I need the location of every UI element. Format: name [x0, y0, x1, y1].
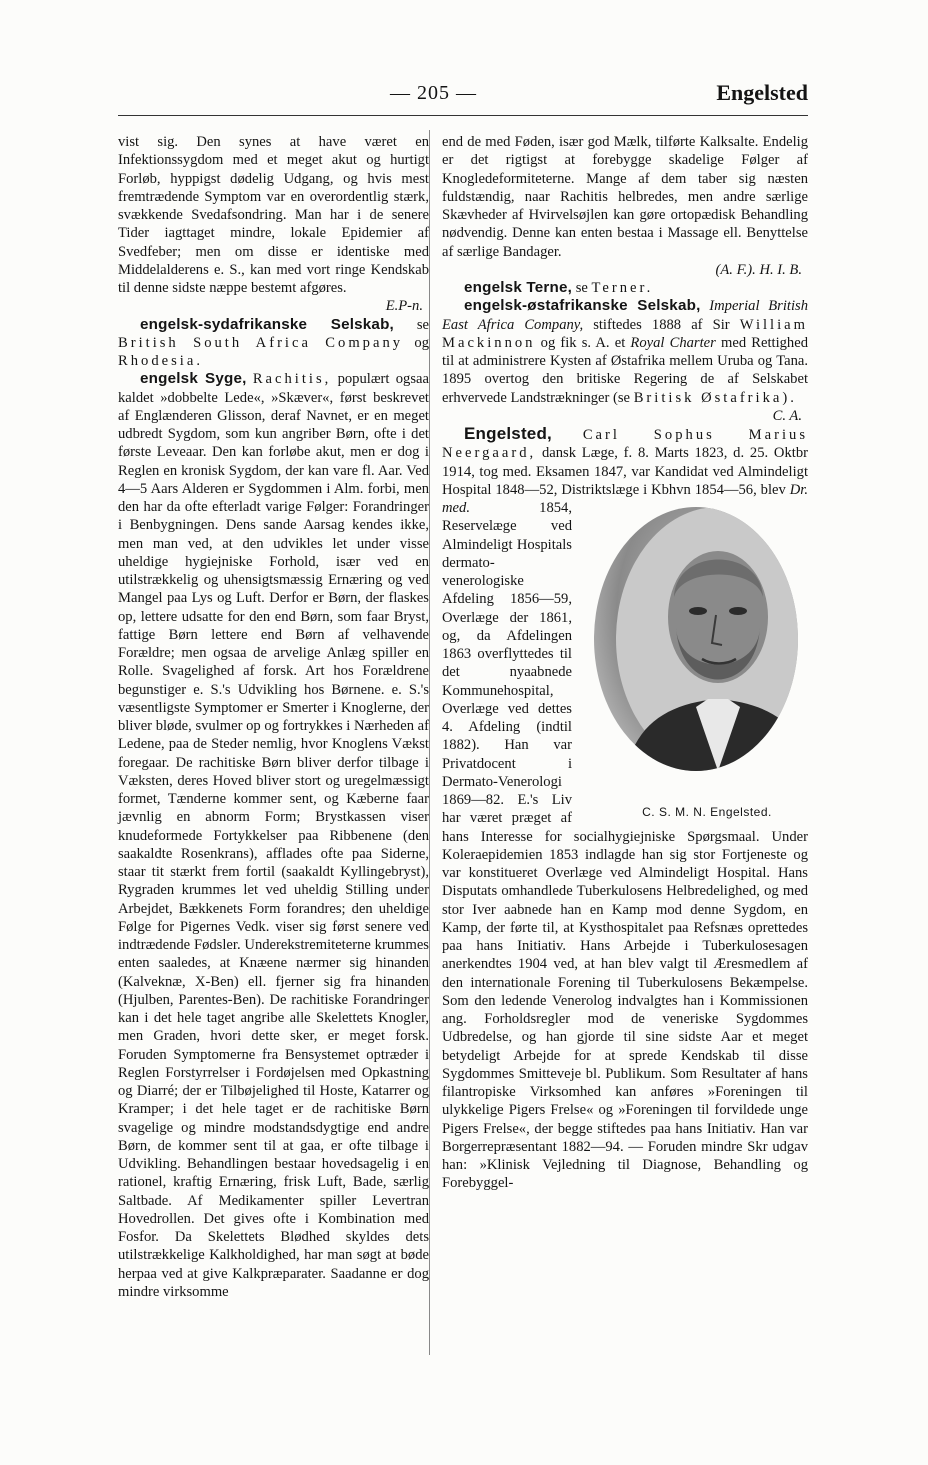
author-signature: E.P-n.: [385, 298, 423, 315]
entry-svedfeber-continuation: vist sig. Den synes at have været en Infektionssygdom med et meget akut og hurtigt Forløb, hyppigst dødelig Udgang, og hvis mest fremtrædende Symptom var en overordentlig stærk, svækkende Svedafsondring. Man har i de senere Tider iagttaget mindre, lokale Epidemier af Svedfeber; men om disse er identiske med Middelalderens e. S., kan med vort ringe Kendskab til denne sidste næppe bestemt afgøres.: [118, 134, 429, 296]
header-rule: [118, 115, 808, 116]
entry-engelsk-sydafrikanske-selskab: engelsk-sydafrikanske Selskab, se British South Africa Company og Rhodesia.: [118, 315, 429, 369]
entry-synonym: Rachitis,: [252, 371, 332, 388]
right-column: [442, 133, 808, 1193]
entry-engelsk-syge: [118, 370, 429, 1301]
page-header: [70, 80, 808, 114]
entry-fullname: Carl Sophus Marius Neergaard,: [442, 427, 808, 462]
entry-headword: engelsk-østafrikanske Selskab,: [464, 297, 701, 315]
entry-body: populært ogsaa kaldet »dobbelte Lede«, »Skæver«, først beskrevet af Englænderen Glisson, deraf Navnet, er en meget udbredt Sygdom, som kun angriber Børn, ofte i det første Leveaar. Den kan forløbe akut, men er dog i Reglen en kronisk Sygdom, der kan vare fl. Aar. Ved 4—5 Aars Alderen er Sygdommen i Alm. forbi, men den har da ofte efterladt varige Følger: Forandringer i Benbygningen. Dens sande Aarsag kendes ikke, men man ved, at den udvikles let under visse uheldige hygiejniske Forhold, især ved en utilstrækkelig og uhensigtsmæssig Ernæring og ved Mangel paa Lys og Luft. Derfor er Børn, der flaskes op, lettere udsatte for den end Børn, som faar Bryst, fattige Børn lettere end Børn af velhavende Forældre; men ogsaa de arvelige Anlæg spiller en Rolle. Svagelighed af forsk. Art hos Forældrene begunstiger e. S.'s Udvikling hos Børnene. e. S.'s væsentligste Symptomer er Smerter i Knoglerne, der bliver bløde, svulmer op og fortrykkes i Nærheden af Ledene, paa de Steder nemlig, hvor Knoglens Vækst foregaar. De rachitiske Børn bliver derfor tilbage i Væksten, deres Hoved bliver stort og uregelmæssigt formet, Tænderne kommer sent, og Kæberne faar jævnlig en abnorm Form; Brystkassen viser knudeformede Fortykkelser paa Ribbenene (den saakaldte Rosenkrans), afflades ofte paa Siderne, staar tit stærkt frem fortil (saakaldt Kyllingebryst), Rygraden krummes let ved uheldig Stilling under Arbejdet, Bækkenets Form forandres; den uheldige Følge for Pigernes Vedk. viser sig først senere ved indtrædende Fødsler. Underekstremiteterne krummes enten saaledes, at Knæene nærmer sig hinanden (Kalveknæ, X-Ben) ell. fjerner sig fra hinanden (Hjulben, Parentes-Ben). De rachitiske Forandringer kan i det hele taget angribe alle Skelettets Knogler, men Graden, hvori dette sker, er meget forsk. Foruden Symptomerne fra Bensystemet optræder i Reglen Forstyrrelser i Fordøjelsen med Opkastning og Diarré; der er Tilbøjelighed til Hoste, Katarrer og Kramper; i det hele taget er de rachitiske Børn svagelige og mindre modstandsdygtige end andre Børn, de kommer sent til at gaa, er ofte tilbage i Udvikling. Behandlingen bestaar hovedsagelig i en rationel, kraftig Ernæring, frisk Luft, Bade, særlig Saltbade. Af Medikamenter spiller Levertran Hovedrollen. Det gives ofte i Kombination med Fosfor. Da Skelettets Blødhed skyldes dets utilstrækkelige Kalkholdighed, har man søgt at bøde herpaa ved at give Kalkpræparater. Saadanne er dog mindre virksomme: [118, 371, 429, 1300]
entry-engelsk-ostafrikanske-selskab: engelsk-østafrikanske Selskab, Imperial British East Africa Company, stiftedes 1888 af Sir William Mackinnon og fik s. A. et Royal Charter med Rettighed til at administrere Kysten af Østafrika mellem Uruba og Tana. 1895 overtog den britiske Regering de af Selskabet erhvervede Landstrækninger (se Britisk Østafrika).: [442, 297, 808, 406]
portrait-caption: C. S. M. N. Engelsted.: [642, 805, 772, 819]
entry-headword: engelsk-sydafrikanske Selskab,: [140, 315, 394, 333]
entry-headword: engelsk Syge,: [140, 370, 247, 388]
entry-headword: Engelsted,: [464, 424, 552, 443]
running-head: Engelsted: [716, 80, 808, 105]
cross-reference: British South Africa Company: [118, 334, 404, 351]
entry-engelsk-syge-continuation: end de med Føden, især god Mælk, tilførte Kalksalte. Endelig er det rigtigst at forebygge skadelige Følger af Knogledeformiteterne. Mange af dem taber sig næsten fuldstændig, naar Rachitis helbredes, men andre særlige Skævheder af Hvirvelsøjlen kan gøre ortopædisk Behandling nødvendig. Denne kan enten bestaa i Massage ell. Benyttelse af særlige Bandager.: [442, 134, 808, 260]
entry-engelsk-terne: engelsk Terne, se Terner.: [464, 279, 654, 296]
column-divider: [429, 130, 430, 1355]
cross-reference: Britisk Østafrika).: [633, 389, 797, 406]
entry-engelsted: Engelsted, Carl Sophus Marius Neergaard, dansk Læge, f. 8. Marts 1823, d. 25. Oktbr 1914, tog med. Eksamen 1847, var Kandidat ved Almindeligt Hospital 1848—52, Distriktslæge i Kbhvn 1854—56, blev C. S. M. N. Engelsted. Dr. med. 1854, Reservelæge ved Almindeligt Hospitals dermato-venerologiske Afdeling 1856—59, Overlæge der 1861, og, da Afdelingen 1863 overflyttedes til det nyaabnede Kommunehospital, Overlæge ved dettes 4. Afdeling (indtil 1882). Han var Privatdocent i Dermato-Venerologi 1869—82. E.'s Liv har været præget af hans Interesse for socialhygiejniske Spørgsmaal. Under Koleraepidemien 1853 indlagde han sig stor Fortjeneste og var konstitueret Overlæge ved Almindeligt Hospital. Hans Disputats omhandlede Tuberkulosens Helbredelighed, og med stor Iver aabnede han en Kamp mod denne Sygdom, en Kamp, der førte til, at Kysthospitalet paa Refsnæs oprettedes paa hans Initiativ. Hans Arbejde i Tuberkulosesagen anerkendtes 1904 ved, at han blev valgt til Æresmedlem af den internationale Forening til Tuberkulosens Bekæmpelse. Som den ledende Venerolog indvalgtes han i Kommissionen ang. Forholdsregler mod de veneriske Sygdommes Udbredelse, og han gjorde til sine sidste Aar et meget betydeligt Arbejde for at sprede Kendskab til disse Sygdommes Smitteveje bl. Publikum. Som Resultater af hans filantropiske Virksomhed kan anføres »Foreningen til ulykkelige Pigers Frelse« og »Foreningen til forvildede unge Pigers Frelse«, der begge stiftedes paa hans Initiativ. Han var Borgerrepræsentant 1882—94. — Foruden mindre Skr udgav han: »Klinisk Vejledning til Diagnose, Behandling og Forebyggel-: [442, 425, 808, 1193]
portrait-engraving: [616, 507, 798, 771]
cross-reference: Terner.: [591, 280, 654, 296]
portrait-image: [594, 507, 798, 771]
entry-body: 1854, Reservelæge ved Almindeligt Hospitals dermato-venerologiske Afdeling 1856—59, Overlæge der 1861, og, da Afdelingen 1863 overflyttedes til det nyaabnede Kommunehospital, Overlæge ved dettes 4. Afdeling (indtil 1882). Han var Privatdocent i Dermato-Venerologi 1869—82. E.'s Liv har været præget af hans Interesse for socialhygiejniske Spørgsmaal. Under Koleraepidemien 1853 indlagde han sig stor Fortjeneste og var konstitueret Overlæge ved Almindeligt Hospital. Hans Disputats omhandlede Tuberkulosens Helbredelighed, og med stor Iver aabnede han en Kamp mod denne Sygdom, en Kamp, der førte til, at Kysthospitalet paa Refsnæs oprettedes paa hans Initiativ. Hans Arbejde i Tuberkulosesagen anerkendtes 1904 ved, at han blev valgt til Æresmedlem af den internationale Forening til Tuberkulosens Bekæmpelse. Som den ledende Venerolog indvalgtes han i Kommissionen ang. Forholdsregler mod de veneriske Sygdommes Udbredelse, og han gjorde til sine sidste Aar et meget betydeligt Arbejde for at sprede Kendskab til disse Sygdommes Smitteveje bl. Publikum. Som Resultater af hans filantropiske Virksomhed kan anføres »Foreningen til ulykkelige Pigers Frelse« og »Foreningen til forvildede unge Pigers Frelse«, der begge stiftedes paa hans Initiativ. Han var Borgerrepræsentant 1882—94. — Foruden mindre Skr udgav han: »Klinisk Vejledning til Diagnose, Behandling og Forebyggel-: [442, 500, 808, 1192]
portrait-figure: [578, 507, 814, 821]
entry-headword: engelsk Terne,: [464, 279, 573, 296]
page-number: — 205 —: [390, 82, 477, 104]
left-column: [118, 133, 429, 1301]
cross-reference: Rhodesia.: [118, 353, 203, 369]
author-signature: (A. F.). H. I. B.: [715, 261, 802, 278]
author-signature: C. A.: [772, 407, 802, 424]
